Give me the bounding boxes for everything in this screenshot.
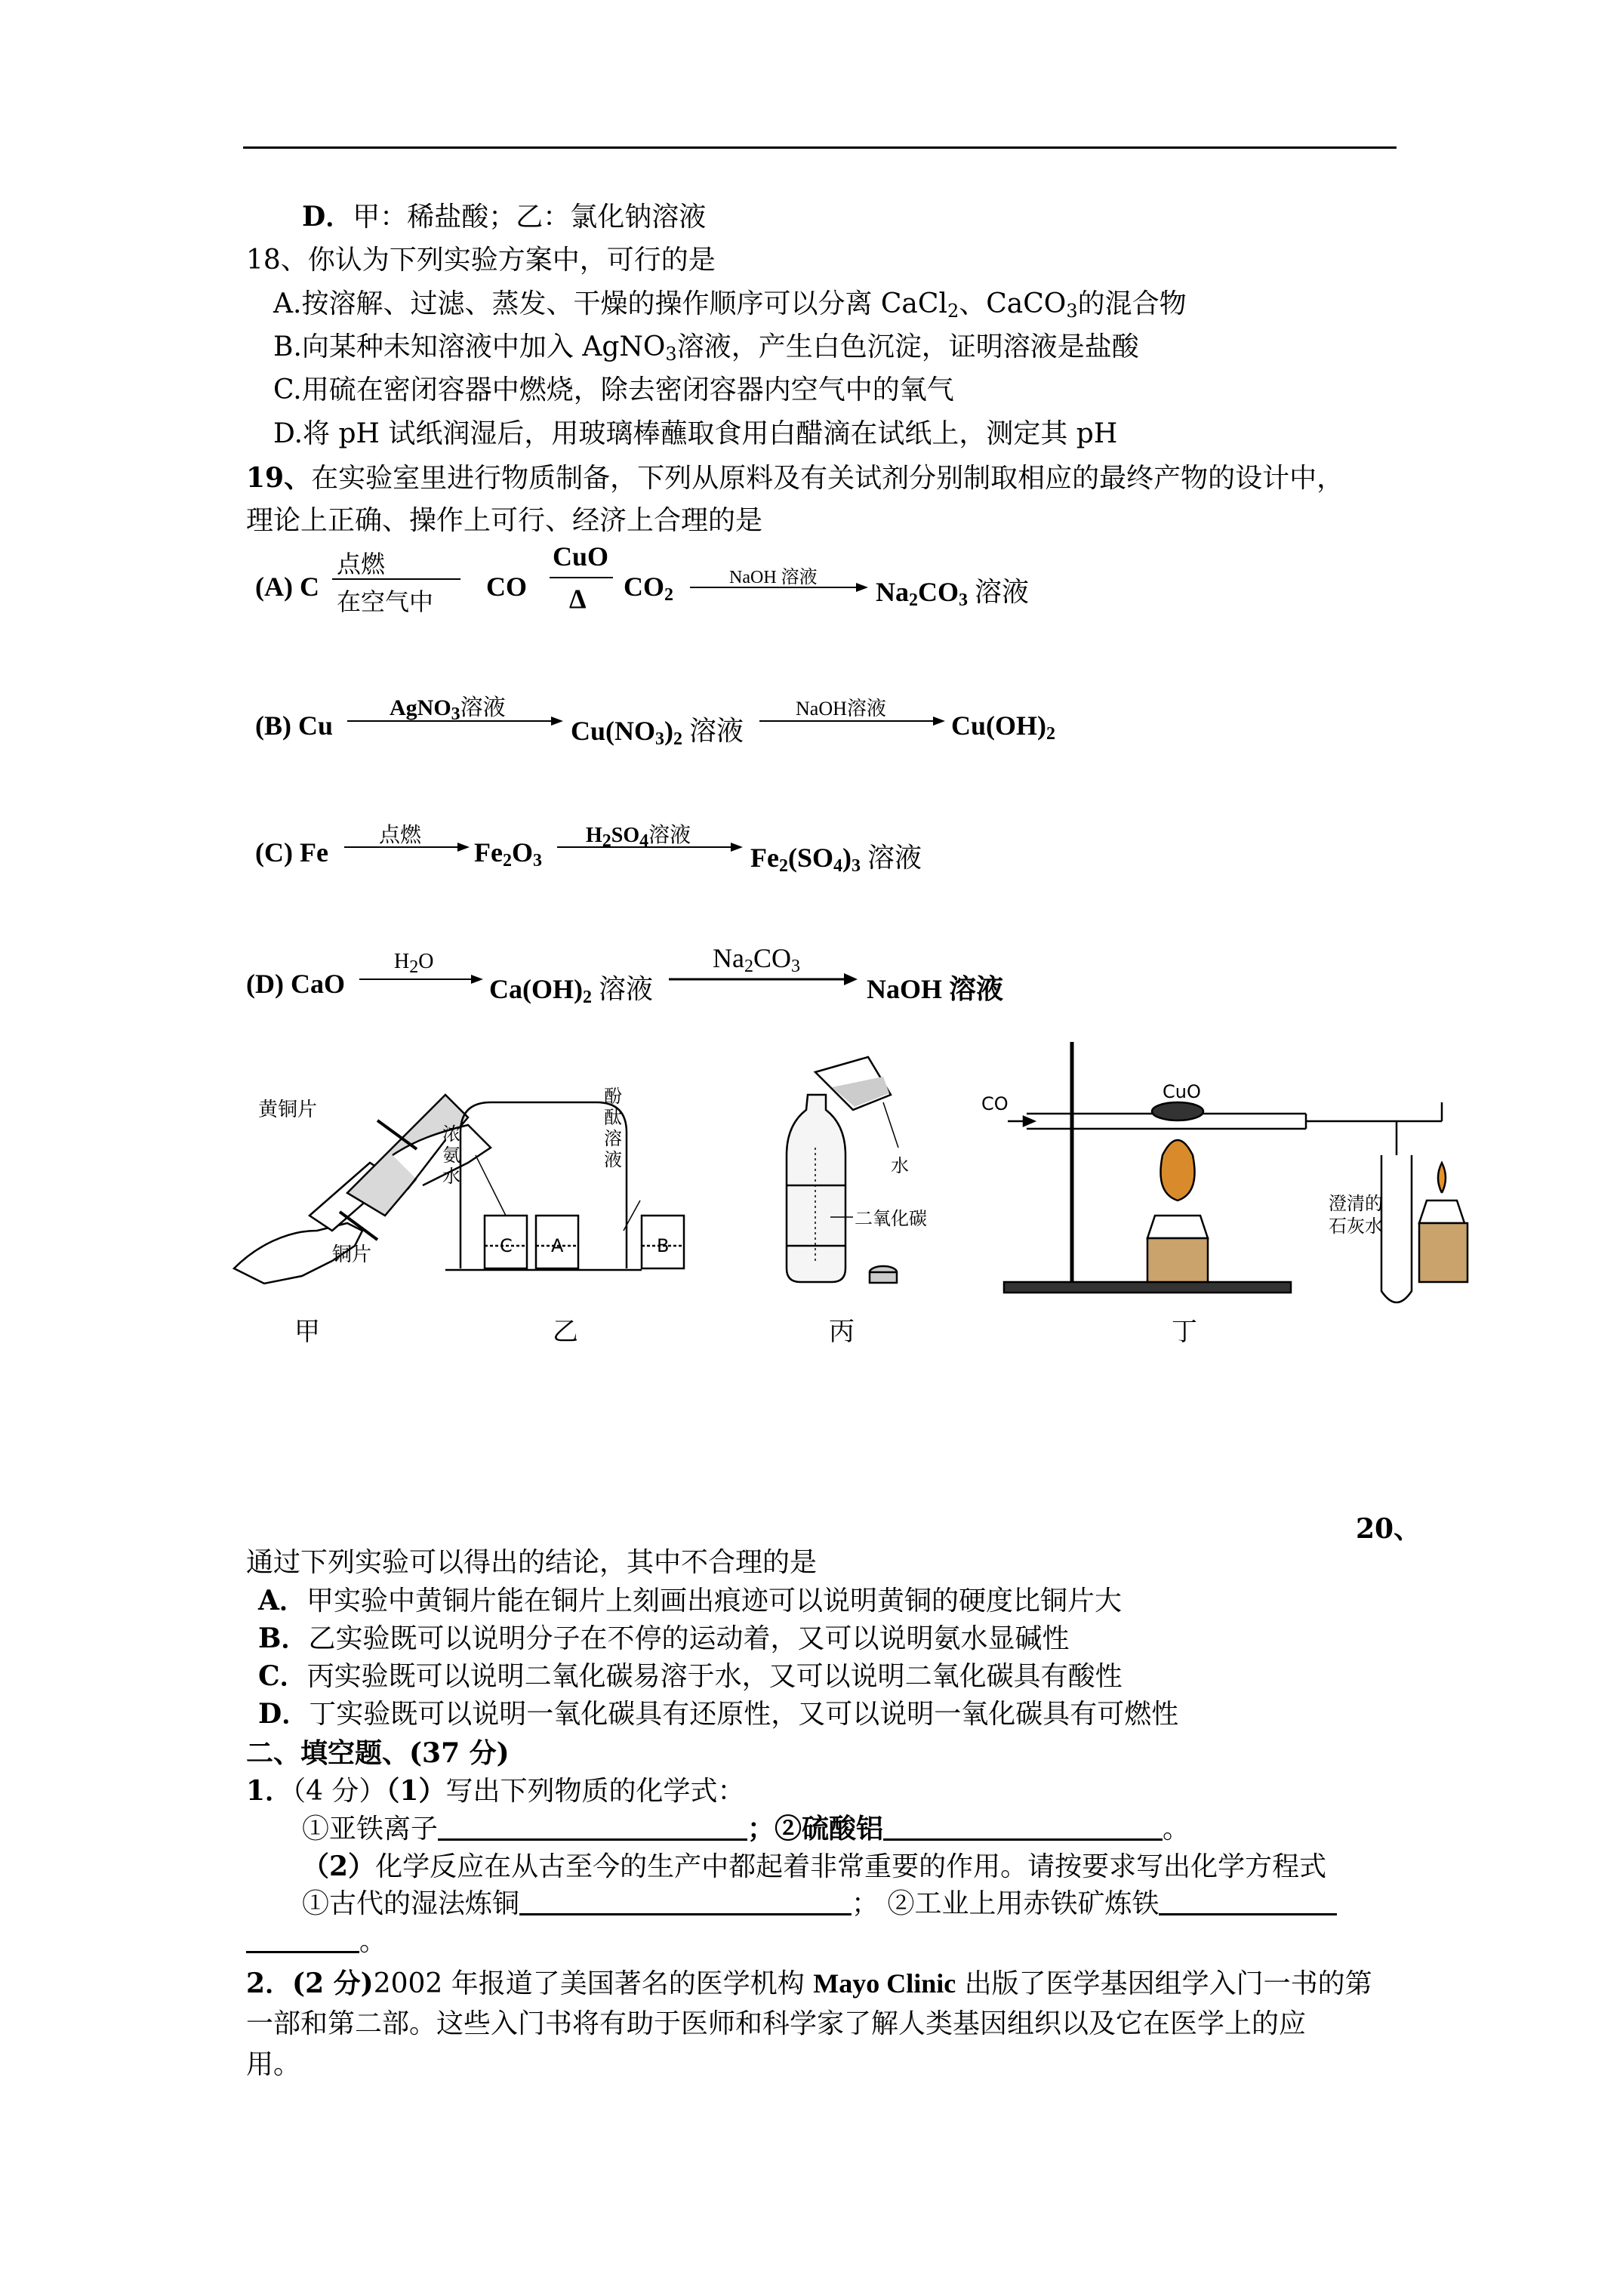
q20-option-b: B．乙实验既可以说明分子在不停的运动着，又可以说明氨水显碱性 (258, 1623, 1070, 1654)
fig-ding-apparatus (1004, 1042, 1467, 1302)
q20-stem: 通过下列实验可以得出的结论，其中不合理的是 (246, 1547, 818, 1578)
fig-bing-bottle (787, 1057, 898, 1283)
q18-option-d: D.将 pH 试纸润湿后，用玻璃棒蘸取食用白醋滴在试纸上，测定其 pH (273, 418, 1118, 449)
q20-option-c: C．丙实验既可以说明二氧化碳易溶于水，又可以说明二氧化碳具有酸性 (258, 1660, 1123, 1692)
q17-option-d: D．甲：稀盐酸；乙：氯化钠溶液 (302, 201, 707, 233)
p2-line-2: 一部和第二部。这些入门书将有助于医师和科学家了解人类基因组织以及它在医学上的应 (246, 2008, 1307, 2039)
fig-ding-label-co: CO (981, 1093, 1009, 1114)
q18-option-a: A.按溶解、过滤、蒸发、干燥的操作顺序可以分离 CaCl$_2$、CaCO$_3$的混合物 (273, 288, 1187, 322)
p1-line-4: ①古代的湿法炼铜 ； ②工业上用赤铁矿炼铁 (302, 1885, 1337, 1923)
blank-aluminum-sulfate[interactable] (883, 1813, 1163, 1841)
svg-text:酚: 酚 (604, 1086, 622, 1107)
q18-stem: 18、你认为下列实验方案中，可行的是 (246, 245, 716, 276)
caption-ding: 丁 (1172, 1317, 1197, 1347)
p2-line-3: 用。 (246, 2049, 301, 2080)
svg-text:浓: 浓 (442, 1123, 460, 1145)
blank-iron-smelting[interactable] (1159, 1888, 1337, 1915)
q20-number: 20、 (1356, 1513, 1421, 1545)
fig-ding-label-cuo: CuO (1163, 1081, 1201, 1102)
svg-text:氨: 氨 (442, 1145, 460, 1166)
p2-line-1: 2．(2 分)2002 年报道了美国著名的医学机构 Mayo Clinic 出版了医学基因组学入门一书的第 (246, 1968, 1372, 1999)
fig-jia-label-brass: 黄铜片 (258, 1099, 318, 1121)
q18-option-c: C.用硫在密闭容器中燃烧，除去密闭容器内空气中的氧气 (273, 374, 954, 405)
header-rule (243, 146, 1397, 149)
svg-text:液: 液 (604, 1149, 622, 1170)
q18-option-b: B.向某种未知溶液中加入 AgNO$_3$溶液，产生白色沉淀，证明溶液是盐酸 (273, 331, 1139, 365)
p1-line-2: ①亚铁离子 ；②硫酸铝 。 (302, 1813, 1190, 1845)
q20-option-a: A．甲实验中黄铜片能在铜片上刻画出痕迹可以说明黄铜的硬度比铜片大 (258, 1585, 1122, 1616)
p1-line-1: 1．（4 分）（1）写出下列物质的化学式： (246, 1775, 745, 1807)
caption-bing: 丙 (829, 1317, 855, 1347)
fig-ding-label-lime2: 石灰水 (1329, 1216, 1383, 1237)
blank-wet-copper[interactable] (519, 1888, 852, 1915)
blank-iron-smelting-cont[interactable] (246, 1925, 359, 1953)
beaker-c-label: C (500, 1235, 513, 1256)
fig-jia-label-copper: 铜片 (332, 1244, 372, 1266)
fig-ding-label-lime1: 澄清的 (1329, 1193, 1383, 1214)
blank-ferrous-ion[interactable] (438, 1813, 747, 1841)
p1-line-5: 。 (246, 1923, 387, 1961)
svg-text:酞: 酞 (604, 1107, 622, 1128)
fig-bing-label-water: 水 (891, 1155, 909, 1176)
q20-option-d: D．丁实验既可以说明一氧化碳具有还原性，又可以说明一氧化碳具有可燃性 (258, 1698, 1179, 1730)
fig-bing-label-co2: 二氧化碳 (855, 1208, 927, 1229)
q19-stem-1: 19、在实验室里进行物质制备，下列从原料及有关试剂分别制取相应的最终产物的设计中， (246, 462, 1344, 494)
svg-text:水: 水 (442, 1166, 460, 1187)
caption-yi: 乙 (553, 1317, 578, 1347)
svg-text:溶: 溶 (604, 1128, 622, 1149)
caption-jia: 甲 (294, 1317, 320, 1347)
beaker-a-label: A (551, 1235, 564, 1256)
beaker-b-label: B (657, 1235, 670, 1256)
fig-yi-belljar (445, 1102, 684, 1270)
p1-line-3: （2）化学反应在从古至今的生产中都起着非常重要的作用。请按要求写出化学方程式 (302, 1851, 1327, 1882)
section-2-title: 二、填空题、(37 分) (246, 1737, 510, 1769)
q19-stem-2: 理论上正确、操作上可行、经济上合理的是 (246, 505, 763, 536)
